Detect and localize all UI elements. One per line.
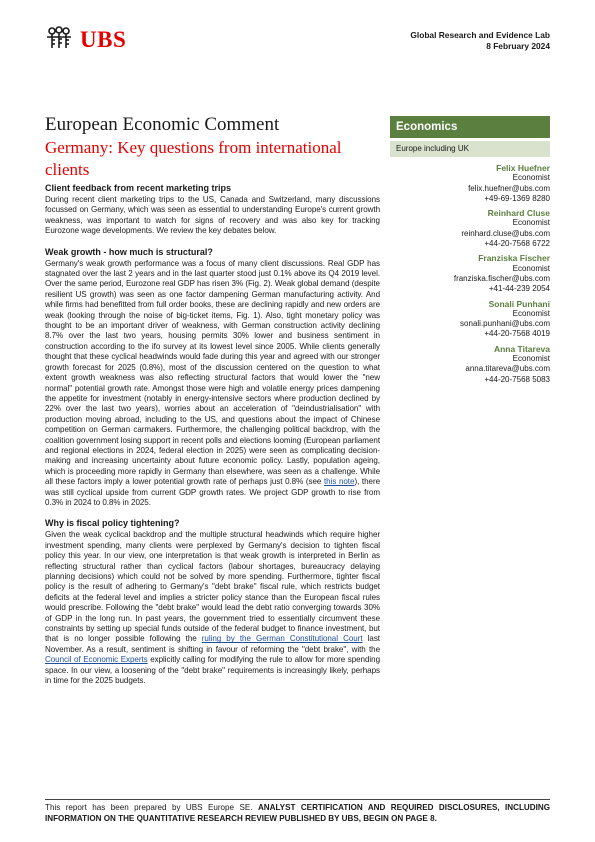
analyst-email[interactable]: sonali.punhani@ubs.com xyxy=(460,319,550,329)
paragraph-text: explicitly calling for modifying the rule to allow for more spending space. In our view, a loosening of the "debt brake" requirements is increasingly likely, perhaps in time for the 2025 budgets. xyxy=(45,655,380,686)
section-client-feedback xyxy=(45,182,380,237)
analyst-card xyxy=(390,253,550,294)
region-label: Europe including UK xyxy=(390,141,550,157)
this-note-link[interactable]: this note xyxy=(323,477,355,487)
paragraph-text: last November. As a result, sentiment is shifting in favour of reforming the "debt brake", with the xyxy=(45,634,380,654)
analyst-name: Sonali Punhani xyxy=(488,298,550,309)
analyst-phone: +41-44-239 2054 xyxy=(488,284,550,294)
analyst-phone: +44-20-7568 6722 xyxy=(484,239,550,249)
analyst-phone: +44-20-7568 5083 xyxy=(484,374,550,384)
analyst-card xyxy=(390,299,550,340)
analyst-name: Felix Huefner xyxy=(496,163,550,173)
paragraph-text: Given the weak cyclical backdrop and the multiple structural headwinds which require higher investment spending, many clients were perplexed by Germany's decision to tighten fiscal policy this year. In our view, one interpretation is that weak growth is interpreted in Berlin as reflecting structural rather than cyclical factors (labour shortages, bureaucracy delaying planning decisions) which could not be solved by more spending. Furthermore, tighter fiscal policy is the result of adhering to Germany's "debt brake" fiscal rule, which restricts budget deficits at the federal level and implies a stricter policy stance than the European fiscal rules would prescribe. Following the "debt brake" would lead the debt ratio converging towards 30% of GDP in the long run. In past years, the government tried to essentially circumvent these constraints by setting up special funds outside of the federal budget to finance investment, but that is no longer possible following the xyxy=(45,530,380,644)
council-economic-experts-link[interactable]: Council of Economic Experts xyxy=(45,655,148,665)
publisher: Global Research and Evidence Lab xyxy=(410,30,550,40)
analyst-email[interactable]: anna.titareva@ubs.com xyxy=(465,364,550,374)
footer-divider xyxy=(45,799,550,800)
analyst-role: Economist xyxy=(512,218,550,228)
analyst-name: Reinhard Cluse xyxy=(487,208,550,219)
analyst-name: Franziska Fischer xyxy=(478,253,550,264)
brand-name: UBS xyxy=(80,26,127,52)
section-label: Economics xyxy=(390,116,550,138)
analyst-phone: +44-20-7568 4019 xyxy=(484,329,550,339)
analyst-email[interactable]: franziska.fischer@ubs.com xyxy=(453,273,550,283)
analyst-card xyxy=(390,208,550,249)
report-date: 8 February 2024 xyxy=(486,41,550,51)
section-heading: Weak growth - how much is structural? xyxy=(45,246,213,257)
section-weak-growth xyxy=(45,246,380,509)
section-heading: Why is fiscal policy tightening? xyxy=(45,518,180,529)
ubs-logo xyxy=(44,26,126,52)
section-paragraph: During recent client marketing trips to the US, Canada and Switzerland, many discussions focussed on Germany, which was seen as essential to understanding Europe's current growth weakness, was important to watch for signs of recovery and was also key for tracking Eurozone wage developments. We review the key debates below. xyxy=(45,195,380,236)
analyst-email[interactable]: reinhard.cluse@ubs.com xyxy=(461,228,550,238)
footer-disclosure: ANALYST CERTIFICATION AND REQUIRED DISCLOSURES, INCLUDING INFORMATION ON THE QUANTITATIVE RESEARCH REVIEW PUBLISHED BY UBS, BEGIN ON PAGE 8. xyxy=(45,803,550,823)
analyst-role: Economist xyxy=(512,354,550,364)
report-header xyxy=(410,30,550,52)
analyst-list xyxy=(390,163,550,385)
sidebar xyxy=(390,116,550,385)
constitutional-court-link[interactable]: ruling by the German Constitutional Court xyxy=(201,634,363,644)
analyst-card xyxy=(390,344,550,385)
analyst-phone: +49-69-1369 8280 xyxy=(484,193,550,203)
section-fiscal-policy xyxy=(45,517,380,686)
paragraph-text: Germany's weak growth performance was a focus of many client discussions. Real GDP has stagnated over the last 2 years and in the last quarter stood just 0.1% above its Q4 2019 level. Over the same period, Eurozone real GDP has risen 3% (Fig. 2). Weak global demand (despite resilient US growth) was seen as one factor dampening German manufacturing activity. And while firms had benefitted from full order books, these are declining rapidly and new orders are weak (looking through the noise of big-ticket items, Fig. 1). Also, tight monetary policy was thought to be an important driver of weakness, with German construction activity declining 8.7% over the last two years, housing permits 30% lower and business sentiment in construction according to the ifo survey at its lowest level since 2005. While clients generally thought that these cyclical headwinds would fade during this year and agreed with our stronger growth forecast for 2025 (0.8%), most of the discussion centered on the question to what extent growth weakness was also reflecting structural factors that would lower the "new normal" potential growth rate. Amongst those were high and volatile energy prices dampening the appetite for investment (notably in energy-intensive sectors where production declined by 22% over the last two years), worries about an acceleration of "deindustrialisation" with production moving abroad, including to the US, and questions about the impact of Chinese competition on German carmakers. Furthermore, the challenging political backdrop, with the coalition government losing support in recent polls and elections looming (European parliament and regional elections in 2024, federal election in 2025) were seen as complicating decision-making and increasing uncertainty about future economic policy. Lastly, population ageing, which is proceeding more rapidly in Germany than elsewhere, was seen as a challenge. While all these factors imply a lower potential growth rate of perhaps just 0.8% (see xyxy=(45,258,380,487)
analyst-email[interactable]: felix.huefner@ubs.com xyxy=(468,183,550,193)
analyst-role: Economist xyxy=(512,263,550,273)
section-paragraph xyxy=(45,259,380,509)
footer-text: This report has been prepared by UBS Europe SE. xyxy=(45,803,258,812)
analyst-role: Economist xyxy=(512,308,550,318)
section-heading: Client feedback from recent marketing trips xyxy=(45,183,232,193)
analyst-role: Economist xyxy=(512,173,550,183)
report-body xyxy=(45,182,380,686)
ubs-keys-icon xyxy=(44,26,74,52)
disclosure-footer xyxy=(45,803,550,824)
report-title: European Economic Comment xyxy=(45,114,280,135)
report-subtitle: Germany: Key questions from international clients xyxy=(45,138,342,179)
analyst-name: Anna Titareva xyxy=(493,343,550,354)
analyst-card xyxy=(390,163,550,204)
section-paragraph xyxy=(45,530,380,686)
paragraph-text: ), there was still cyclical upside from current GDP growth rates. We project GDP growth to rise from 0.3% in 2024 to 0.8% in 2025. xyxy=(45,477,380,507)
